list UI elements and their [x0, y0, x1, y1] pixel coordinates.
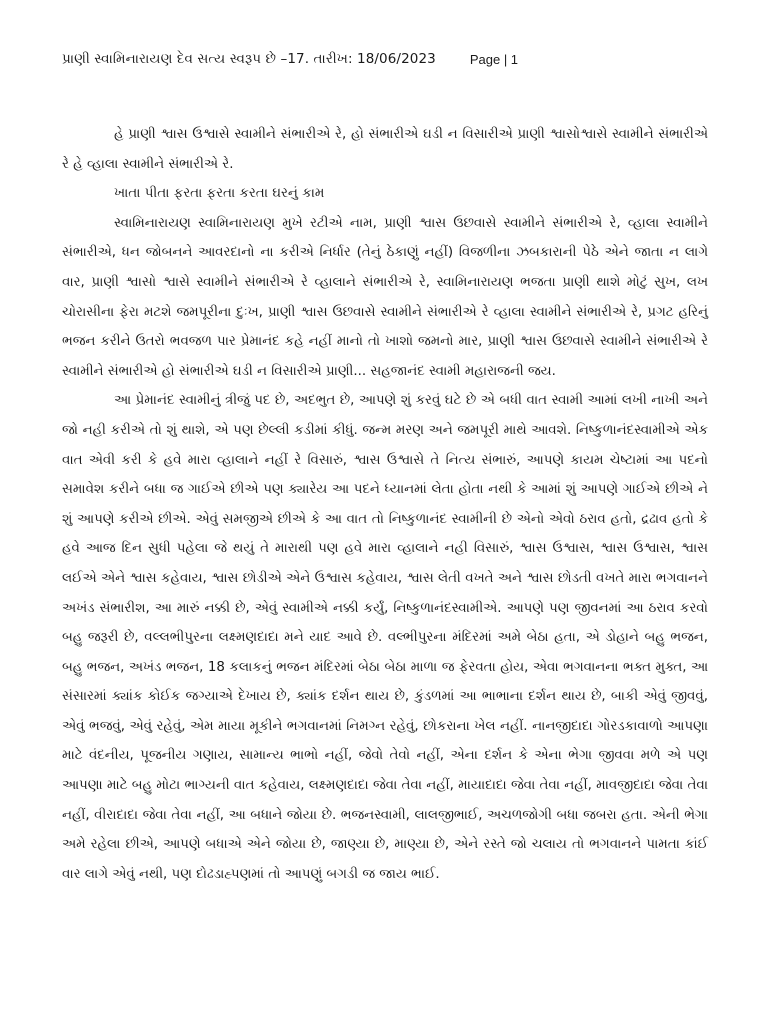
paragraph-intro: હે પ્રાણી શ્વાસ ઉશ્વાસે સ્વામીને સંભારીએ રે, હો સંભારીએ ઘડી ન વિસારીએ પ્રાણી શ્વાસોશ્વાસે સ્વામીને સંભારીએ રે હે વ્હાલા સ્વામીને સંભારીએ રે. — [62, 127, 708, 172]
document-title: પ્રાણી સ્વામિનારાયણ દેવ સત્ય સ્વરૂપ છે –17. તારીખ: 18/06/2023 — [62, 51, 436, 67]
paragraph-hymn: સ્વામિનારાયણ સ્વામિનારાયણ મુખે રટીએ નામ, પ્રાણી શ્વાસ ઉછવાસે સ્વામીને સંભારીએ રે, વ્હાલા સ્વામીને સંભારીએ, ધન જોબનને આવરદાનો ના કરીએ નિર્ધાર (તેનું ઠેકાણું નહીં) વિજળીના ઝબકારાની પેઠે એને જાતા ન લાગે વાર, પ્રાણી શ્વાસો શ્વાસે સ્વામીને સંભારીએ રે વ્હાલાને સંભારીએ રે, સ્વામિનારાયણ ભજતા પ્રાણી થાશે મોટું સુખ, લખ ચોરાસીના ફેરા મટશે જમપૂરીના દુઃખ, પ્રાણી શ્વાસ ઉછવાસે સ્વામીને સંભારીએ રે વ્હાલા સ્વામીને સંભારીએ રે, પ્રગટ હરિનું ભજન કરીને ઉતરો ભવજળ પાર પ્રેમાનંદ કહે નહીં માનો તો ખાશો જમનો માર, પ્રાણી શ્વાસ ઉછવાસે સ્વામીને સંભારીએ રે સ્વામીને સંભારીએ હો સંભારીએ ઘડી ન વિસારીએ પ્રાણી... સહજાનંદ સ્વામી મહારાજની જય. — [62, 215, 708, 379]
paragraph-line: ખાતા પીતા ફરતા ફરતા કરતા ઘરનું કામ — [114, 186, 325, 202]
document-body — [62, 120, 708, 889]
page-number: Page | 1 — [469, 51, 519, 67]
paragraph-commentary: આ પ્રેમાનંદ સ્વામીનું ત્રીજું પદ છે, અદભુત છે, આપણે શું કરવું ઘટે છે એ બધી વાત સ્વામી આમાં લખી નાખી અને જો નહી કરીએ તો શું થાશે, એ પણ છેલ્લી કડીમાં કીધું. જન્મ મરણ અને જમપૂરી માથે આવશે. નિષ્કુળાનંદસ્વામીએ એક વાત એવી કરી કે હવે મારા વ્હાલાને નહીં રે વિસારું, શ્વાસ ઉશ્વાસે તે નિત્ય સંભારું, આપણે કાયમ ચેષ્ટામાં આ પદનો સમાવેશ કરીને બધા જ ગાઈએ છીએ પણ ક્યારેય આ પદને ધ્યાનમાં લેતા હોતા નથી કે આમાં શું આપણે ગાઈએ છીએ ને શું આપણે કરીએ છીએ. એવું સમજીએ છીએ કે આ વાત તો નિષ્કુળાનંદ સ્વામીની છે એનો એવો ઠરાવ હતો, દ્રઢાવ હતો કે હવે આજ દિન સુધી પહેલા જે થયું તે મારાથી પણ હવે મારા વ્હાલાને નહી વિસારું, શ્વાસ ઉશ્વાસ, શ્વાસ ઉશ્વાસ, શ્વાસ લઈએ એને શ્વાસ કહેવાય, શ્વાસ છોડીએ એને ઉશ્વાસ કહેવાય, શ્વાસ લેતી વખતે અને શ્વાસ છોડતી વખતે મારા ભગવાનને અખંડ સંભારીશ, આ મારું નક્કી છે, એવું સ્વામીએ નક્કી કર્યું, નિષ્કુળાનંદસ્વામીએ. આપણે પણ જીવનમાં આ ઠરાવ કરવો બહુ જરૂરી છે, વલ્લભીપુરના લક્ષ્મણદાદા મને યાદ આવે છે. વલ્ભીપુરના મંદિરમાં અમે બેઠા હતા, એ ડોહાને બહુ ભજન, બહુ ભજન, અખંડ ભજન, 18 કલાકનું ભજન મંદિરમાં બેઠા બેઠા માળા જ ફેરવતા હોય, એવા ભગવાનના ભક્ત મુક્ત, આ સંસારમાં ક્યાંક કોઈક જગ્યાએ દેખાય છે, ક્યાંક દર્શન થાય છે, કુંડળમાં આ ભાભાના દર્શન થાય છે, બાકી એવું જીવવું, એવું ભજવું, એવું રહેવું, એમ માયા મૂકીને ભગવાનમાં નિમગ્ન રહેવું, છોકરાના ખેલ નહીં. નાનજીદાદા ગોરડકાવાળો આપણા માટે વંદનીય, પૂજનીય ગણાય, સામાન્ય ભાભો નહીં, જેવો તેવો નહીં, એના દર્શન કે એના ભેગા જીવવા મળે એ પણ આપણા માટે બહુ મોટા ભાગ્યની વાત કહેવાય, લક્ષ્મણદાદા જેવા તેવા નહીં, માયાદાદા જેવા તેવા નહીં, માવજીદાદા જેવા તેવા નહીં, વીરાદાદા જેવા તેવા નહીં, આ બધાને જોયા છે. ભજનસ્વામી, લાલજીભાઈ, અચળજોગી બધા જબરા હતા. એની ભેગા અમે રહેલા છીએ, આપણે બધાએ એને જોયા છે, જાણ્યા છે, માણ્યા છે, એને રસ્તે જો ચલાય તો ભગવાનને પામતા કાંઈ વાર લાગે એવું નથી, પણ દોઢડાહ્પણમાં તો આપણું બગડી જ જાય ભાઈ. — [62, 393, 708, 882]
page-header — [62, 48, 708, 70]
